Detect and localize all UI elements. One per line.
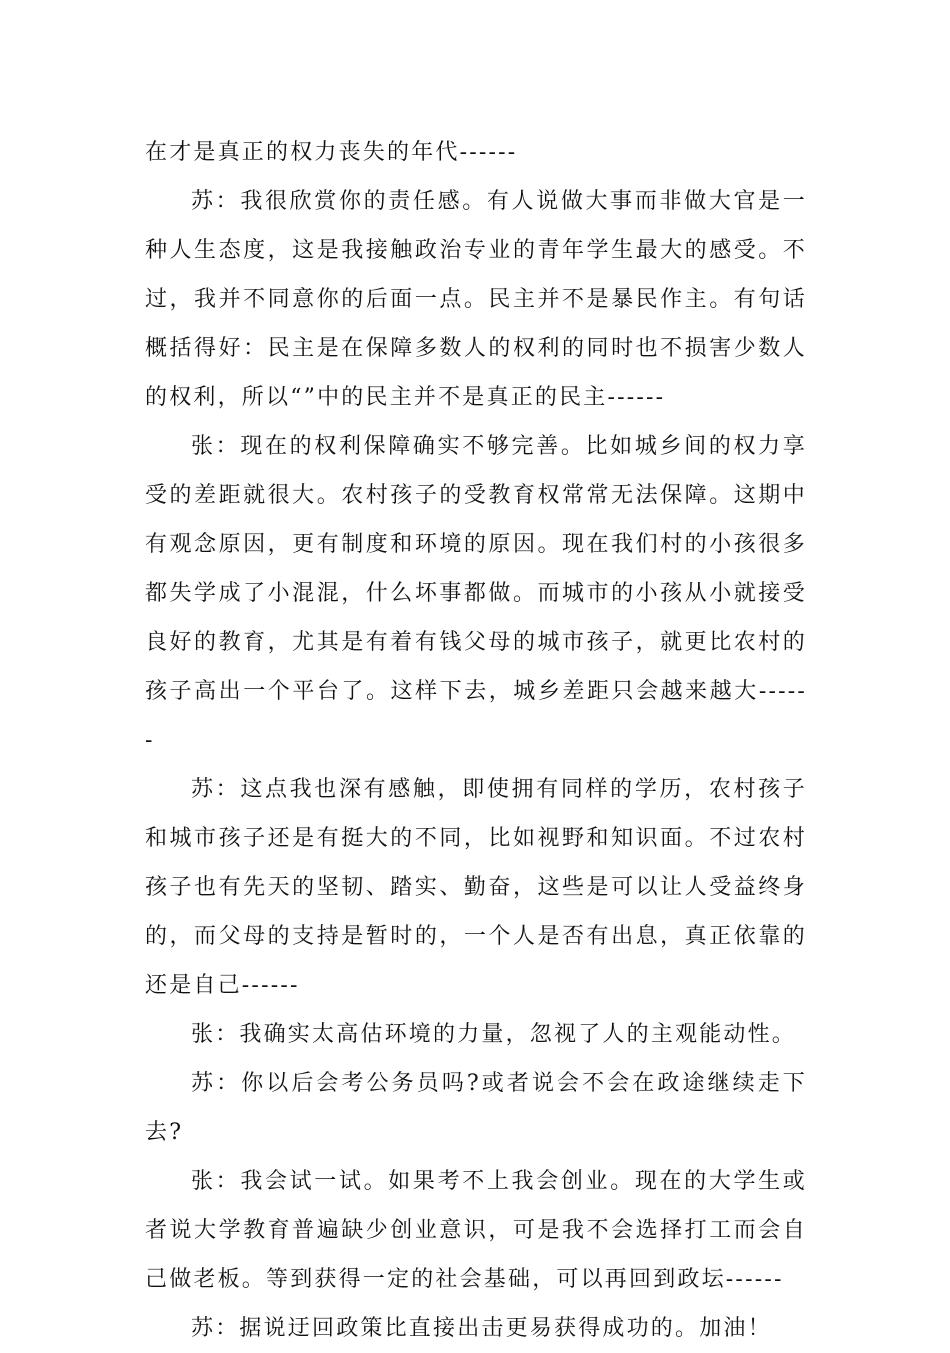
- paragraph-zhang-1: 张：现在的权利保障确实不够完善。比如城乡间的权力享受的差距就很大。农村孩子的受教育权常常无法保障。这期中有观念原因，更有制度和环境的原因。现在我们村的小孩很多都失学成了小混混，什么坏事都做。而城市的小孩从小就接受良好的教育，尤其是有着有钱父母的城市孩子，就更比农村的孩子高出一个平台了。这样下去，城乡差距只会越来越大------: [145, 434, 807, 753]
- document-body: [145, 128, 807, 1353]
- paragraph-su-4: 苏：据说迂回政策比直接出击更易获得成功的。加油！: [191, 1316, 772, 1341]
- paragraph-su-1: 苏：我很欣赏你的责任感。有人说做大事而非做大官是一种人生态度，这是我接触政治专业的青年学生最大的感受。不过，我并不同意你的后面一点。民主并不是暴民作主。有句话概括得好：民主是在保障多数人的权利的同时也不损害少数人的权利，所以“”中的民主并不是真正的民主------: [145, 189, 807, 410]
- paragraph-zhang-3: 张：我会试一试。如果考不上我会创业。现在的大学生或者说大学教育普遍缺少创业意识，可是我不会选择打工而会自己做老板。等到获得一定的社会基础，可以再回到政坛------: [145, 1169, 807, 1292]
- paragraph-zhang-2: 张：我确实太高估环境的力量，忽视了人的主观能动性。: [191, 1022, 797, 1047]
- paragraph-continuation: 在才是真正的权力丧失的年代------: [145, 140, 518, 165]
- paragraph-su-2: 苏：这点我也深有感触，即使拥有同样的学历，农村孩子和城市孩子还是有挺大的不同，比如视野和知识面。不过农村孩子也有先天的坚韧、踏实、勤奋，这些是可以让人受益终身的，而父母的支持是暂时的，一个人是否有出息，真正依靠的还是自己------: [145, 777, 807, 998]
- paragraph-su-3: 苏：你以后会考公务员吗?或者说会不会在政途继续走下去?: [145, 1071, 807, 1145]
